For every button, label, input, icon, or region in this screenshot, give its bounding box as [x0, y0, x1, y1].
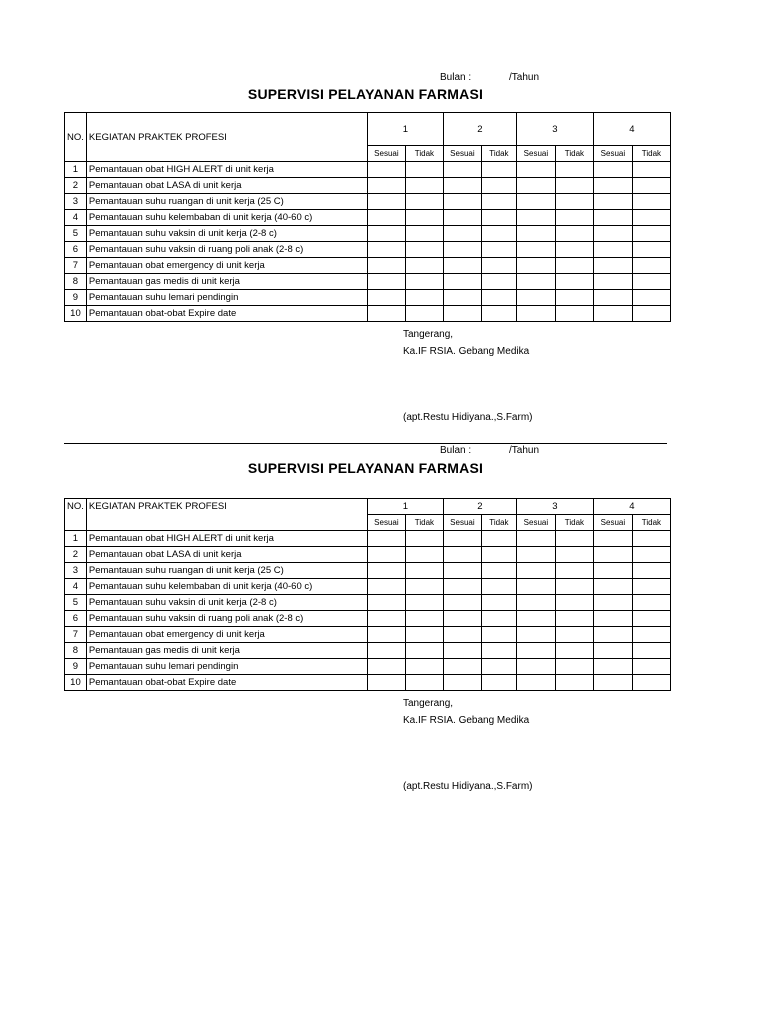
row-number: 7 — [65, 258, 87, 274]
sesuai-check-cell[interactable] — [516, 274, 555, 290]
row-number: 6 — [65, 611, 87, 627]
tidak-check-cell[interactable] — [405, 627, 443, 643]
sesuai-check-cell[interactable] — [593, 306, 632, 322]
table-row — [65, 290, 671, 306]
sesuai-check-cell[interactable] — [593, 242, 632, 258]
sesuai-check-cell[interactable] — [516, 290, 555, 306]
sesuai-check-cell[interactable] — [593, 563, 632, 579]
tidak-header: Tidak — [555, 515, 593, 531]
sesuai-check-cell[interactable] — [367, 627, 405, 643]
tidak-check-cell[interactable] — [632, 531, 670, 547]
group-number-3: 3 — [516, 499, 593, 515]
activity-text: Pemantauan obat LASA di unit kerja — [86, 178, 367, 194]
sesuai-check-cell[interactable] — [443, 226, 481, 242]
tidak-check-cell[interactable] — [481, 563, 516, 579]
sesuai-check-cell[interactable] — [516, 306, 555, 322]
table-row — [65, 627, 671, 643]
sesuai-check-cell[interactable] — [516, 194, 555, 210]
group-number-4: 4 — [593, 113, 670, 146]
sesuai-check-cell[interactable] — [367, 258, 405, 274]
sesuai-check-cell[interactable] — [516, 675, 555, 691]
tidak-check-cell[interactable] — [555, 194, 593, 210]
sesuai-check-cell[interactable] — [443, 563, 481, 579]
signatory-name: (apt.Restu Hidiyana.,S.Farm) — [403, 781, 533, 792]
tidak-check-cell[interactable] — [405, 226, 443, 242]
sesuai-check-cell[interactable] — [443, 579, 481, 595]
row-number: 2 — [65, 547, 87, 563]
tidak-check-cell[interactable] — [555, 611, 593, 627]
tidak-check-cell[interactable] — [555, 306, 593, 322]
sesuai-check-cell[interactable] — [593, 178, 632, 194]
tidak-check-cell[interactable] — [481, 547, 516, 563]
table-row — [65, 258, 671, 274]
sesuai-check-cell[interactable] — [367, 306, 405, 322]
sesuai-check-cell[interactable] — [443, 595, 481, 611]
tidak-header: Tidak — [481, 515, 516, 531]
table-row — [65, 579, 671, 595]
activity-text: Pemantauan obat emergency di unit kerja — [86, 258, 367, 274]
table-row — [65, 547, 671, 563]
table-row — [65, 242, 671, 258]
sesuai-check-cell[interactable] — [593, 274, 632, 290]
sesuai-check-cell[interactable] — [443, 290, 481, 306]
sesuai-check-cell[interactable] — [516, 595, 555, 611]
sesuai-check-cell[interactable] — [593, 627, 632, 643]
tidak-check-cell[interactable] — [481, 290, 516, 306]
tidak-check-cell[interactable] — [481, 258, 516, 274]
row-number: 8 — [65, 643, 87, 659]
tidak-check-cell[interactable] — [405, 258, 443, 274]
tidak-check-cell[interactable] — [405, 274, 443, 290]
sesuai-check-cell[interactable] — [593, 611, 632, 627]
activity-table — [64, 498, 671, 691]
tidak-check-cell[interactable] — [555, 563, 593, 579]
tidak-check-cell[interactable] — [555, 547, 593, 563]
tidak-check-cell[interactable] — [481, 675, 516, 691]
sesuai-check-cell[interactable] — [516, 563, 555, 579]
tidak-check-cell[interactable] — [632, 306, 670, 322]
tidak-header: Tidak — [481, 146, 516, 162]
row-number: 9 — [65, 659, 87, 675]
table-row — [65, 210, 671, 226]
tahun-label: /Tahun — [509, 445, 540, 456]
sesuai-check-cell[interactable] — [516, 579, 555, 595]
header-activity: KEGIATAN PRAKTEK PROFESI — [86, 499, 367, 531]
table-row — [65, 162, 671, 178]
header-activity: KEGIATAN PRAKTEK PROFESI — [86, 113, 367, 162]
group-number-4: 4 — [593, 499, 670, 515]
sesuai-check-cell[interactable] — [516, 162, 555, 178]
row-number: 7 — [65, 627, 87, 643]
tidak-check-cell[interactable] — [632, 194, 670, 210]
row-number: 1 — [65, 162, 87, 178]
sesuai-header: Sesuai — [516, 515, 555, 531]
tidak-check-cell[interactable] — [632, 162, 670, 178]
tidak-check-cell[interactable] — [632, 547, 670, 563]
page-divider — [64, 443, 667, 444]
tidak-check-cell[interactable] — [555, 675, 593, 691]
sesuai-check-cell[interactable] — [593, 162, 632, 178]
sesuai-check-cell[interactable] — [367, 531, 405, 547]
tidak-check-cell[interactable] — [481, 178, 516, 194]
tidak-check-cell[interactable] — [405, 579, 443, 595]
group-number-1: 1 — [367, 113, 443, 146]
header-row — [65, 499, 671, 515]
sesuai-check-cell[interactable] — [593, 531, 632, 547]
tidak-check-cell[interactable] — [405, 563, 443, 579]
tidak-check-cell[interactable] — [481, 531, 516, 547]
sesuai-check-cell[interactable] — [593, 643, 632, 659]
tidak-check-cell[interactable] — [405, 531, 443, 547]
tidak-header: Tidak — [405, 146, 443, 162]
tidak-check-cell[interactable] — [555, 210, 593, 226]
bulan-label: Bulan : — [440, 445, 472, 456]
activity-text: Pemantauan gas medis di unit kerja — [86, 643, 367, 659]
row-number: 5 — [65, 226, 87, 242]
tidak-check-cell[interactable] — [632, 611, 670, 627]
tidak-check-cell[interactable] — [481, 579, 516, 595]
tidak-check-cell[interactable] — [481, 210, 516, 226]
tidak-check-cell[interactable] — [481, 242, 516, 258]
sesuai-check-cell[interactable] — [593, 210, 632, 226]
row-number: 3 — [65, 194, 87, 210]
sesuai-header: Sesuai — [593, 146, 632, 162]
activity-text: Pemantauan suhu kelembaban di unit kerja (40-60 c) — [86, 210, 367, 226]
tidak-check-cell[interactable] — [632, 274, 670, 290]
header-row — [65, 113, 671, 146]
tidak-check-cell[interactable] — [481, 306, 516, 322]
sesuai-check-cell[interactable] — [367, 547, 405, 563]
tidak-check-cell[interactable] — [555, 531, 593, 547]
sesuai-check-cell[interactable] — [443, 675, 481, 691]
sesuai-check-cell[interactable] — [367, 579, 405, 595]
tidak-check-cell[interactable] — [632, 290, 670, 306]
sesuai-check-cell[interactable] — [443, 258, 481, 274]
sesuai-check-cell[interactable] — [443, 306, 481, 322]
tidak-check-cell[interactable] — [555, 226, 593, 242]
sesuai-check-cell[interactable] — [367, 274, 405, 290]
sesuai-check-cell[interactable] — [443, 627, 481, 643]
tahun-label: /Tahun — [509, 72, 540, 83]
activity-text: Pemantauan obat-obat Expire date — [86, 675, 367, 691]
sesuai-check-cell[interactable] — [443, 531, 481, 547]
activity-text: Pemantauan obat HIGH ALERT di unit kerja — [86, 162, 367, 178]
tidak-check-cell[interactable] — [555, 242, 593, 258]
activity-text: Pemantauan obat HIGH ALERT di unit kerja — [86, 531, 367, 547]
sesuai-check-cell[interactable] — [367, 178, 405, 194]
position-text: Ka.IF RSIA. Gebang Medika — [403, 346, 530, 357]
table-row — [65, 675, 671, 691]
sesuai-check-cell[interactable] — [367, 659, 405, 675]
sesuai-check-cell[interactable] — [443, 178, 481, 194]
tidak-check-cell[interactable] — [632, 258, 670, 274]
tidak-check-cell[interactable] — [405, 290, 443, 306]
tidak-check-cell[interactable] — [555, 659, 593, 675]
sesuai-header: Sesuai — [593, 515, 632, 531]
sesuai-header: Sesuai — [516, 146, 555, 162]
tidak-check-cell[interactable] — [405, 242, 443, 258]
tidak-check-cell[interactable] — [632, 210, 670, 226]
tidak-check-cell[interactable] — [632, 226, 670, 242]
table-row — [65, 659, 671, 675]
tidak-check-cell[interactable] — [481, 162, 516, 178]
table-row — [65, 274, 671, 290]
tidak-check-cell[interactable] — [632, 595, 670, 611]
row-number: 8 — [65, 274, 87, 290]
sesuai-check-cell[interactable] — [593, 194, 632, 210]
tidak-check-cell[interactable] — [555, 627, 593, 643]
activity-text: Pemantauan suhu ruangan di unit kerja (25 C) — [86, 194, 367, 210]
sesuai-check-cell[interactable] — [516, 258, 555, 274]
tidak-check-cell[interactable] — [555, 595, 593, 611]
activity-text: Pemantauan suhu kelembaban di unit kerja (40-60 c) — [86, 579, 367, 595]
tidak-check-cell[interactable] — [481, 194, 516, 210]
sesuai-check-cell[interactable] — [367, 242, 405, 258]
tidak-check-cell[interactable] — [405, 611, 443, 627]
tidak-check-cell[interactable] — [405, 643, 443, 659]
row-number: 6 — [65, 242, 87, 258]
activity-text: Pemantauan suhu ruangan di unit kerja (25 C) — [86, 563, 367, 579]
sesuai-check-cell[interactable] — [367, 563, 405, 579]
group-number-2: 2 — [443, 113, 516, 146]
sesuai-check-cell[interactable] — [367, 611, 405, 627]
group-number-3: 3 — [516, 113, 593, 146]
sesuai-check-cell[interactable] — [593, 226, 632, 242]
tidak-header: Tidak — [632, 146, 670, 162]
activity-text: Pemantauan obat emergency di unit kerja — [86, 627, 367, 643]
tidak-check-cell[interactable] — [555, 579, 593, 595]
header-no: NO. — [65, 113, 87, 162]
row-number: 5 — [65, 595, 87, 611]
sesuai-check-cell[interactable] — [367, 210, 405, 226]
table-row — [65, 306, 671, 322]
sesuai-header: Sesuai — [367, 146, 405, 162]
sesuai-check-cell[interactable] — [516, 226, 555, 242]
sesuai-check-cell[interactable] — [516, 547, 555, 563]
sesuai-check-cell[interactable] — [516, 178, 555, 194]
sesuai-check-cell[interactable] — [593, 675, 632, 691]
row-number: 1 — [65, 531, 87, 547]
activity-text: Pemantauan gas medis di unit kerja — [86, 274, 367, 290]
row-number: 10 — [65, 306, 87, 322]
place-text: Tangerang, — [403, 698, 454, 709]
sesuai-check-cell[interactable] — [367, 595, 405, 611]
tidak-check-cell[interactable] — [632, 178, 670, 194]
sesuai-header: Sesuai — [367, 515, 405, 531]
activity-text: Pemantauan suhu lemari pendingin — [86, 659, 367, 675]
position-text: Ka.IF RSIA. Gebang Medika — [403, 715, 530, 726]
sesuai-check-cell[interactable] — [516, 210, 555, 226]
tidak-check-cell[interactable] — [405, 675, 443, 691]
tidak-check-cell[interactable] — [405, 547, 443, 563]
activity-text: Pemantauan suhu lemari pendingin — [86, 290, 367, 306]
sesuai-check-cell[interactable] — [367, 290, 405, 306]
sesuai-check-cell[interactable] — [516, 242, 555, 258]
tidak-check-cell[interactable] — [632, 563, 670, 579]
table-row — [65, 595, 671, 611]
sesuai-check-cell[interactable] — [443, 659, 481, 675]
sesuai-check-cell[interactable] — [516, 611, 555, 627]
table-row — [65, 643, 671, 659]
signatory-name: (apt.Restu Hidiyana.,S.Farm) — [403, 412, 533, 423]
tidak-header: Tidak — [632, 515, 670, 531]
sesuai-check-cell[interactable] — [367, 162, 405, 178]
tidak-check-cell[interactable] — [632, 659, 670, 675]
sesuai-check-cell[interactable] — [443, 242, 481, 258]
activity-text: Pemantauan suhu vaksin di ruang poli anak (2-8 c) — [86, 242, 367, 258]
row-number: 4 — [65, 210, 87, 226]
tidak-check-cell[interactable] — [632, 643, 670, 659]
sesuai-check-cell[interactable] — [367, 194, 405, 210]
sesuai-check-cell[interactable] — [443, 611, 481, 627]
tidak-check-cell[interactable] — [405, 595, 443, 611]
sesuai-check-cell[interactable] — [443, 274, 481, 290]
group-number-1: 1 — [367, 499, 443, 515]
row-number: 4 — [65, 579, 87, 595]
tidak-check-cell[interactable] — [632, 675, 670, 691]
activity-text: Pemantauan suhu vaksin di unit kerja (2-8 c) — [86, 595, 367, 611]
sesuai-check-cell[interactable] — [516, 627, 555, 643]
activity-text: Pemantauan obat LASA di unit kerja — [86, 547, 367, 563]
sesuai-check-cell[interactable] — [593, 258, 632, 274]
sesuai-header: Sesuai — [443, 146, 481, 162]
activity-text: Pemantauan suhu vaksin di ruang poli anak (2-8 c) — [86, 611, 367, 627]
tidak-check-cell[interactable] — [481, 611, 516, 627]
group-number-2: 2 — [443, 499, 516, 515]
sesuai-check-cell[interactable] — [593, 547, 632, 563]
table-row — [65, 531, 671, 547]
activity-text: Pemantauan obat-obat Expire date — [86, 306, 367, 322]
sesuai-check-cell[interactable] — [516, 659, 555, 675]
tidak-check-cell[interactable] — [481, 595, 516, 611]
table-row — [65, 194, 671, 210]
table-row — [65, 226, 671, 242]
table-row — [65, 178, 671, 194]
sesuai-check-cell[interactable] — [443, 162, 481, 178]
tidak-check-cell[interactable] — [405, 210, 443, 226]
sesuai-check-cell[interactable] — [443, 210, 481, 226]
sesuai-check-cell[interactable] — [516, 643, 555, 659]
tidak-check-cell[interactable] — [632, 579, 670, 595]
sesuai-check-cell[interactable] — [367, 226, 405, 242]
sesuai-check-cell[interactable] — [593, 579, 632, 595]
sesuai-header: Sesuai — [443, 515, 481, 531]
tidak-check-cell[interactable] — [405, 162, 443, 178]
sesuai-check-cell[interactable] — [443, 194, 481, 210]
tidak-check-cell[interactable] — [481, 643, 516, 659]
tidak-check-cell[interactable] — [555, 290, 593, 306]
tidak-check-cell[interactable] — [555, 643, 593, 659]
tidak-check-cell[interactable] — [555, 258, 593, 274]
header-no: NO. — [65, 499, 87, 531]
tidak-check-cell[interactable] — [555, 274, 593, 290]
tidak-check-cell[interactable] — [481, 627, 516, 643]
sesuai-check-cell[interactable] — [443, 547, 481, 563]
sesuai-check-cell[interactable] — [516, 531, 555, 547]
activity-text: Pemantauan suhu vaksin di unit kerja (2-8 c) — [86, 226, 367, 242]
tidak-check-cell[interactable] — [481, 226, 516, 242]
row-number: 10 — [65, 675, 87, 691]
tidak-check-cell[interactable] — [405, 194, 443, 210]
tidak-check-cell[interactable] — [481, 659, 516, 675]
sesuai-check-cell[interactable] — [593, 659, 632, 675]
tidak-header: Tidak — [405, 515, 443, 531]
form-title: SUPERVISI PELAYANAN FARMASI — [247, 460, 484, 476]
sesuai-check-cell[interactable] — [593, 290, 632, 306]
row-number: 9 — [65, 290, 87, 306]
tidak-check-cell[interactable] — [481, 274, 516, 290]
place-text: Tangerang, — [403, 329, 454, 340]
tidak-header: Tidak — [555, 146, 593, 162]
tidak-check-cell[interactable] — [405, 306, 443, 322]
sesuai-check-cell[interactable] — [367, 643, 405, 659]
row-number: 2 — [65, 178, 87, 194]
sesuai-check-cell[interactable] — [367, 675, 405, 691]
bulan-label: Bulan : — [440, 72, 472, 83]
activity-table — [64, 112, 671, 322]
table-row — [65, 611, 671, 627]
tidak-check-cell[interactable] — [405, 659, 443, 675]
sesuai-check-cell[interactable] — [593, 595, 632, 611]
tidak-check-cell[interactable] — [405, 178, 443, 194]
row-number: 3 — [65, 563, 87, 579]
tidak-check-cell[interactable] — [632, 242, 670, 258]
table-row — [65, 563, 671, 579]
tidak-check-cell[interactable] — [632, 627, 670, 643]
tidak-check-cell[interactable] — [555, 162, 593, 178]
tidak-check-cell[interactable] — [555, 178, 593, 194]
form-title: SUPERVISI PELAYANAN FARMASI — [247, 86, 484, 102]
sesuai-check-cell[interactable] — [443, 643, 481, 659]
